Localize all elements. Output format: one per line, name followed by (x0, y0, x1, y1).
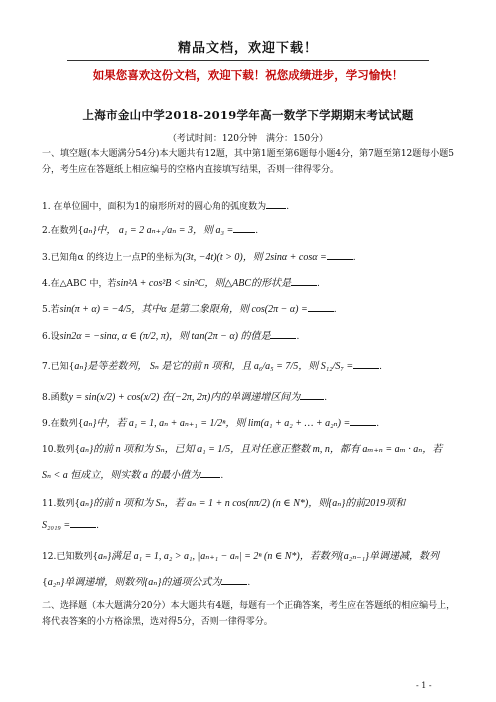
answer-blank (200, 469, 220, 478)
answer-blank (233, 224, 255, 233)
question-text: 9.在数列{ (42, 419, 84, 429)
question-end: . (286, 202, 290, 212)
exam-info: （考试时间：120分钟 满分：150分） (167, 134, 329, 144)
question-6 (42, 327, 462, 342)
question-math: aₙ}满足 a₁ = 1, a₂ > a₁, |aₙ₊₁ − aₙ| = 2ⁿ (n ∈ N*)，若数列{a₂ₙ₋₁}单调递减，数列 (98, 551, 440, 562)
question-8 (42, 388, 462, 403)
question-text: 6.设 (42, 332, 60, 342)
answer-blank (70, 519, 96, 528)
question-end: . (333, 305, 337, 315)
answer-blank (327, 251, 353, 260)
download-banner: 精品文档，欢迎下载！ (177, 41, 318, 56)
answer-blank (308, 303, 334, 312)
page-number: - 1 - (416, 681, 432, 690)
answer-blank (266, 200, 286, 209)
question-math: a₂ₙ}单调递增，则数列{aₙ}的通项公式为 (47, 577, 222, 588)
question-end: . (379, 362, 383, 372)
question-end: . (317, 279, 320, 289)
answer-blank (350, 417, 376, 426)
question-text: 7.已知{ (42, 362, 75, 372)
question-text: 11.数列{ (42, 499, 81, 509)
question-text: 2.在数列{ (42, 226, 84, 236)
question-end: . (376, 419, 380, 429)
question-10 (42, 440, 462, 455)
question-end: . (255, 226, 259, 236)
question-5 (42, 300, 462, 315)
question-12 (42, 547, 462, 562)
question-math: aₙ}的前 n 项和为 Sₙ，若 aₙ = 1 + n cos(nπ/2) (n ∈ N*)，则{aₙ}的前2019项和 (80, 498, 406, 509)
question-10-cont (42, 466, 462, 481)
question-math: sin2α = −sinα, α ∈ (π/2, π)，则 tan(2π − α) 的值是 (59, 331, 271, 342)
question-math: (3t, −4t)(t > 0)，则 2sinα + cosα = (182, 252, 327, 263)
question-3 (42, 248, 462, 263)
question-math: aₙ}的前 n 项和为 Sₙ，已知 a₁ = 1/5，且对任意正整数 m, n，都有 aₘ₊ₙ = aₘ · aₙ，若 (80, 444, 443, 455)
exam-title: 上海市金山中学2018-2019学年高一数学下学期期末考试试题 (82, 108, 414, 122)
question-text: 10.数列{ (42, 445, 81, 455)
question-1 (42, 199, 462, 212)
question-math: sin²A + cos²B < sin²C，则△ABC的形状是 (116, 278, 291, 289)
question-2 (42, 221, 462, 236)
question-end: . (247, 578, 251, 588)
answer-blank (270, 330, 296, 339)
question-4 (42, 274, 462, 289)
answer-blank (291, 277, 317, 286)
question-11 (42, 494, 462, 509)
question-math: y = sin(x/2) + cos(x/2) 在(−2π, 2π)内的单调递增区间为 (68, 392, 301, 403)
question-text: 1. 在单位圆中，面积为1的扇形所对的圆心角的弧度数为 (42, 202, 267, 212)
question-text: 8.函数 (42, 393, 69, 403)
question-end: . (324, 393, 328, 403)
answer-blank (300, 391, 324, 400)
question-text: 12.已知数列{ (42, 552, 99, 562)
section1-intro: 一、填空题(本大题满分54分)本大题共有12题，其中第1题至第6题每小题4分，第7题至第12题每小题5分，考生应在答题纸上相应编号的空格内直接填写结果，否则一律得零分。 (42, 149, 455, 175)
question-math: aₙ}中， a₁ = 2 aₙ₊₁/aₙ = 3，则 a₃ = (83, 225, 234, 236)
question-end: . (96, 521, 100, 531)
answer-blank (353, 360, 379, 369)
question-7 (42, 357, 462, 372)
question-text: 3.已知角α 的终边上一点P的坐标为 (42, 253, 183, 263)
question-math: sin(π + α) = −4/5，其中α 是第二象限角，则 cos(2π − α) = (59, 304, 308, 315)
question-text: { (42, 578, 48, 588)
question-math: S₂₀₁₉ = (42, 520, 71, 531)
question-text: 5.若 (42, 305, 60, 315)
question-math: aₙ}是等差数列， Sₙ 是它的前 n 项和，且 a₆/a₅ = 7/5，则 S₁₂/S₇ = (74, 361, 354, 372)
welcome-message: 如果您喜欢这份文档，欢迎下载！祝您成绩进步，学习愉快！ (92, 68, 404, 82)
question-math: aₙ}中，若 a₁ = 1, aₙ + aₙ₊₁ = 1/2ⁿ，则 lim(a₁ + a₂ + … + a₂ₙ) = (83, 418, 351, 429)
question-text: 4.在△ABC 中，若 (42, 279, 117, 289)
question-end: . (220, 471, 224, 481)
answer-blank (221, 576, 247, 585)
header-divider (67, 60, 429, 61)
question-9 (42, 414, 462, 429)
question-end: . (352, 253, 356, 263)
section2-intro: 二、选择题（本大题满分20分）本大题共有4题，每题有一个正确答案，考生应在答题纸的相应编号上，将代表答案的小方格涂黑，选对得5分，否则一律得零分。 (42, 601, 456, 627)
question-math: Sₙ < a 恒成立，则实数 a 的最小值为 (42, 470, 201, 481)
question-11-cont (42, 519, 462, 531)
question-12-cont (42, 573, 462, 588)
question-end: . (296, 332, 300, 342)
